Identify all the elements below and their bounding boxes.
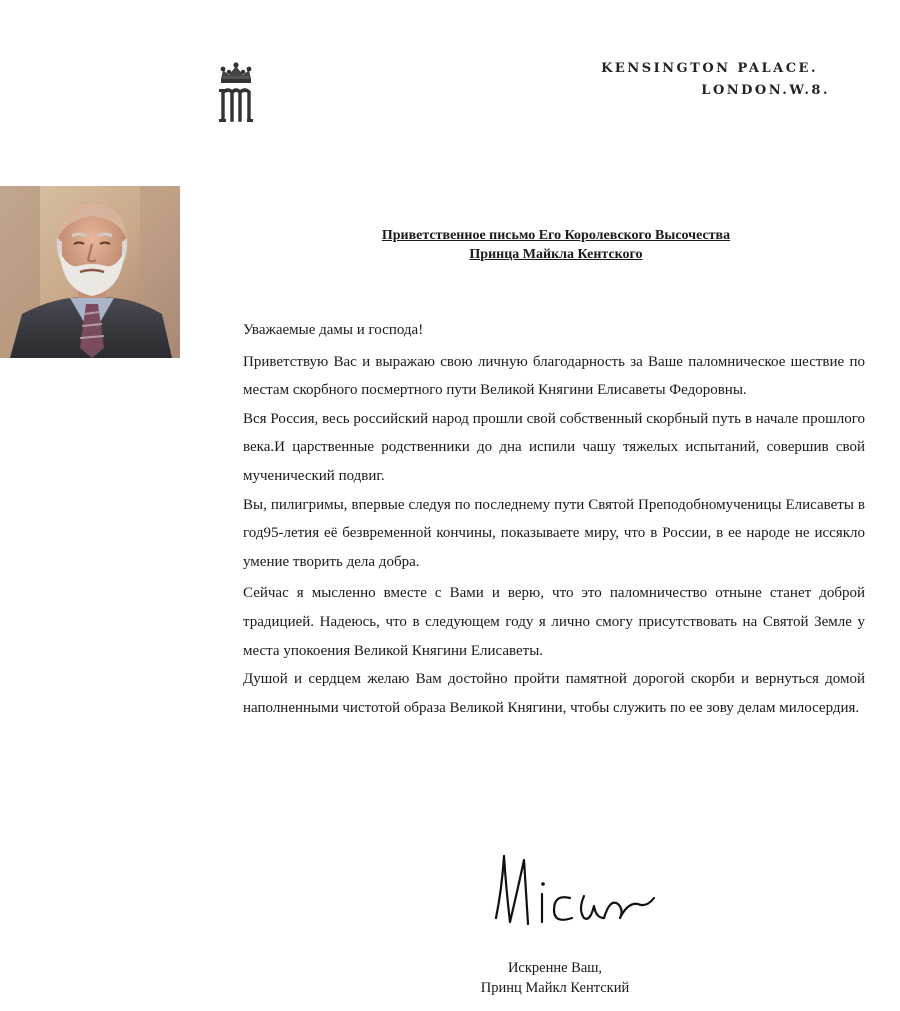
address-line-1: KENSINGTON PALACE. — [601, 61, 818, 76]
closing-line-1: Искренне Ваш, — [507, 960, 603, 976]
paragraph: Вы, пилигримы, впервые следуя по последнему пути Святой Преподобномученицы Елисаветы в год95-летия её безвременной кончины, показываете миру, что в России, в ее народе не иссякло умение творить дела добра. — [243, 496, 865, 570]
closing-block — [440, 958, 670, 998]
title-line-2: Принца Майкла Кентского — [469, 247, 643, 262]
letter-title — [250, 226, 862, 264]
paragraph: Сейчас я мысленно вместе с Вами и верю, что это паломничество отныне станет доброй традицией. Надеюсь, что в следующем году я лично смогу присутствовать на Святой Земле у места упокоения Великой Княгини Елисаветы. — [243, 585, 865, 659]
address-line-2: LONDON.W.8. — [701, 83, 830, 98]
paragraph: Приветствую Вас и выражаю свою личную благодарность за Ваше паломническое шествие по местам скорбного посмертного пути Великой Княгини Елисаветы Федоровны. — [243, 353, 865, 399]
paragraph: Вся Россия, весь российский народ прошли свой собственный скорбный путь в начале прошлого века.И царственные родственники до дна испили чашу тяжелых испытаний, совершив свой мученический подвиг. — [243, 410, 865, 484]
letter-body — [243, 316, 865, 722]
crown-m-monogram-icon — [214, 62, 258, 124]
title-line-1: Приветственное письмо Его Королевского Высочества — [381, 228, 731, 243]
paragraph: Душой и сердцем желаю Вам достойно пройти памятной дорогой скорби и вернуться домой наполненными чистотой образа Великой Княгини, чтобы служить по ее зову делам милосердия. — [243, 671, 865, 716]
handwritten-signature — [488, 848, 664, 932]
letterhead-address — [601, 58, 830, 102]
greeting: Уважаемые дамы и господа! — [243, 322, 424, 338]
portrait-photo — [0, 186, 180, 358]
closing-line-2: Принц Майкл Кентский — [480, 980, 630, 996]
